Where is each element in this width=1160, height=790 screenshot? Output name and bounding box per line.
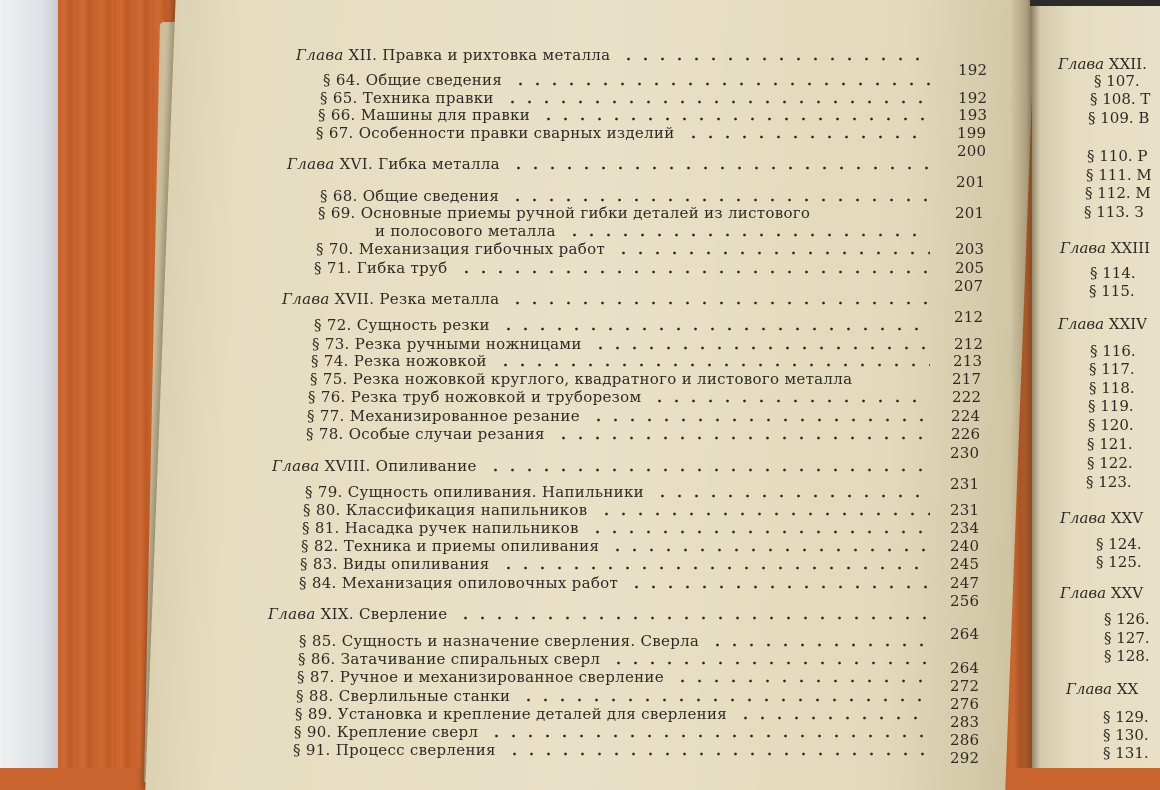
page-number: 231 <box>950 501 980 519</box>
page-number: 264 <box>950 625 980 643</box>
page-number: 222 <box>952 388 982 406</box>
dot-leader <box>510 166 930 170</box>
chapter-number: XVII. <box>329 290 380 308</box>
dot-leader <box>504 100 930 104</box>
dot-leader <box>497 363 930 367</box>
section-title: Основные приемы ручной гибки деталей из листового <box>360 204 811 222</box>
fragment-text: § 109. В <box>1088 109 1150 127</box>
section-number: § 82. <box>301 537 339 555</box>
section-number: § 84. <box>299 574 337 592</box>
fragment-text: § 122. <box>1087 454 1133 472</box>
section-title: Механизация гибочных работ <box>358 240 606 258</box>
section-entry <box>311 353 487 369</box>
page-number: 217 <box>952 370 982 388</box>
section-number: § 71. <box>314 259 352 277</box>
chapter-heading <box>282 291 499 307</box>
section-entry <box>306 426 545 442</box>
section-title: Классификация напильников <box>345 501 588 519</box>
fragment-text: § 110. Р <box>1087 147 1148 165</box>
fragment-text: § 128. <box>1104 647 1150 665</box>
right-section-fragment <box>1096 536 1142 552</box>
section-title: Виды опиливания <box>342 555 490 573</box>
page-number: 234 <box>950 519 980 537</box>
chapter-title: Сверление <box>359 605 448 623</box>
right-section-fragment <box>1103 745 1149 761</box>
dot-leader <box>458 270 930 274</box>
page-number: 231 <box>950 475 980 493</box>
dot-leader <box>709 643 930 647</box>
right-section-fragment <box>1087 436 1133 452</box>
chapter-heading <box>296 47 610 63</box>
chapter-heading <box>272 458 477 474</box>
right-section-fragment <box>1104 648 1150 664</box>
chapter-heading <box>268 606 447 622</box>
chapter-label: Глава <box>1058 315 1105 333</box>
section-title: Резка ножовкой <box>353 352 487 370</box>
chapter-label: Глава <box>296 46 344 64</box>
right-section-fragment <box>1089 283 1135 299</box>
chapter-label: Глава <box>282 290 330 308</box>
chapter-title: Опиливание <box>375 457 477 475</box>
fragment-text: XXII. <box>1108 55 1147 73</box>
section-number: § 66. <box>318 106 356 124</box>
fragment-text: § 120. <box>1088 416 1134 434</box>
chapter-title: Правка и рихтовка металла <box>382 46 611 64</box>
page-number: 283 <box>950 713 980 731</box>
section-number: § 83. <box>300 555 338 573</box>
page-number: 276 <box>950 695 980 713</box>
section-entry <box>318 107 530 123</box>
chapter-label: Глава <box>287 155 335 173</box>
section-number: § 88. <box>296 687 334 705</box>
section-entry <box>320 188 499 204</box>
page-number: 230 <box>950 444 980 462</box>
section-title: Ручное и механизированное сверление <box>339 668 664 686</box>
section-number: § 75. <box>310 370 348 388</box>
right-section-fragment <box>1085 185 1151 201</box>
chapter-label: Глава <box>1060 239 1107 257</box>
page-number: 205 <box>955 259 985 277</box>
chapter-heading <box>287 156 500 172</box>
page-number: 207 <box>954 277 984 295</box>
dot-leader <box>610 661 930 665</box>
right-section-fragment <box>1096 554 1142 570</box>
fragment-text: § 112. М <box>1085 184 1151 202</box>
section-number: § 87. <box>297 668 335 686</box>
dot-leader <box>654 494 930 498</box>
section-entry <box>294 724 478 740</box>
section-entry <box>296 688 510 704</box>
page-number: 203 <box>955 240 985 258</box>
section-number: § 89. <box>295 705 333 723</box>
page-number: 213 <box>953 352 983 370</box>
page-number: 192 <box>958 61 988 79</box>
page-number: 224 <box>951 407 981 425</box>
right-chapter-fragment <box>1058 56 1147 72</box>
fragment-text: § 108. Т <box>1090 90 1151 108</box>
dot-leader <box>609 548 930 552</box>
chapter-number: XVI. <box>334 155 379 173</box>
section-title: Резка труб ножовкой и труборезом <box>350 388 642 406</box>
section-entry <box>310 371 852 387</box>
right-section-fragment <box>1086 474 1132 490</box>
right-section-fragment <box>1104 630 1150 646</box>
fragment-text: § 114. <box>1090 264 1136 282</box>
fragment-text: § 117. <box>1089 360 1135 378</box>
section-entry <box>314 317 490 333</box>
section-number: § 64. <box>323 71 361 89</box>
page-number: 245 <box>950 555 980 573</box>
chapter-label: Глава <box>268 605 316 623</box>
section-title: Процесс сверления <box>335 741 496 759</box>
section-title: и полосового металла <box>375 222 556 240</box>
right-section-fragment <box>1103 727 1149 743</box>
dot-leader <box>615 251 930 255</box>
chapter-title: Гибка металла <box>378 155 500 173</box>
section-entry <box>314 260 448 276</box>
right-section-fragment <box>1088 398 1134 414</box>
section-title: Общие сведения <box>362 187 500 205</box>
right-section-fragment <box>1089 380 1135 396</box>
right-section-fragment <box>1086 167 1152 183</box>
section-number: § 69. <box>318 204 356 222</box>
section-number: § 70. <box>316 240 354 258</box>
right-section-fragment <box>1090 91 1150 107</box>
dot-leader <box>628 585 930 589</box>
section-entry <box>302 520 579 536</box>
dot-leader <box>589 530 930 534</box>
page-number: 212 <box>954 335 984 353</box>
fragment-text: § 127. <box>1104 629 1150 647</box>
section-number: § 73. <box>312 335 350 353</box>
right-chapter-fragment <box>1066 681 1138 697</box>
page-number: 201 <box>955 204 985 222</box>
section-title: Особенности правки сварных изделий <box>358 124 675 142</box>
section-number: § 86. <box>298 650 336 668</box>
right-section-fragment <box>1089 361 1135 377</box>
page-number: 226 <box>951 425 981 443</box>
right-section-fragment <box>1088 110 1149 126</box>
section-entry <box>298 651 600 667</box>
fragment-text: § 118. <box>1089 379 1135 397</box>
right-section-fragment <box>1088 417 1134 433</box>
section-title: Насадка ручек напильников <box>344 519 579 537</box>
dot-leader <box>592 346 930 350</box>
chapter-label: Глава <box>1060 584 1107 602</box>
section-entry <box>299 575 618 591</box>
fragment-text: § 107. <box>1094 72 1140 90</box>
section-number: § 80. <box>303 501 341 519</box>
section-title: Сущность и назначение сверления. Сверла <box>341 632 700 650</box>
page-number: 192 <box>958 89 988 107</box>
section-title: Техника и приемы опиливания <box>343 537 600 555</box>
fragment-text: § 131. <box>1103 744 1149 762</box>
section-number: § 79. <box>305 483 343 501</box>
dot-leader <box>566 233 930 237</box>
fragment-text: § 115. <box>1089 282 1135 300</box>
dot-leader <box>500 327 930 331</box>
section-title: Крепление сверл <box>336 723 479 741</box>
fragment-text: § 119. <box>1088 397 1134 415</box>
right-section-fragment <box>1090 265 1136 281</box>
section-entry <box>293 742 496 758</box>
chapter-label: Глава <box>272 457 320 475</box>
section-continuation <box>375 223 556 239</box>
fragment-text: § 123. <box>1086 473 1132 491</box>
section-title: Машины для правки <box>360 106 531 124</box>
section-number: § 78. <box>306 425 344 443</box>
right-chapter-fragment <box>1060 585 1143 601</box>
section-entry <box>320 90 494 106</box>
section-title: Сущность опиливания. Напильники <box>347 483 644 501</box>
page-number: 201 <box>956 173 986 191</box>
page-number: 247 <box>950 574 980 592</box>
section-number: § 77. <box>307 407 345 425</box>
section-entry <box>316 241 605 257</box>
page-number: 256 <box>950 592 980 610</box>
fragment-text: § 111. М <box>1086 166 1152 184</box>
section-number: § 85. <box>299 632 337 650</box>
fragment-text: § 130. <box>1103 726 1149 744</box>
dot-leader <box>674 679 930 683</box>
section-number: § 90. <box>294 723 332 741</box>
section-number: § 67. <box>316 124 354 142</box>
fragment-text: § 126. <box>1104 610 1150 628</box>
section-number: § 81. <box>302 519 340 537</box>
section-title: Механизация опиловочных работ <box>341 574 619 592</box>
section-number: § 74. <box>311 352 349 370</box>
section-number: § 65. <box>320 89 358 107</box>
section-title: Затачивание спиральных сверл <box>340 650 601 668</box>
fragment-text: § 125. <box>1096 553 1142 571</box>
right-section-fragment <box>1103 709 1149 725</box>
dot-leader <box>512 82 930 86</box>
page-number: 199 <box>957 124 987 142</box>
section-entry <box>308 389 641 405</box>
fragment-text: § 121. <box>1087 435 1133 453</box>
section-entry <box>307 408 580 424</box>
section-title: Механизированное резание <box>349 407 580 425</box>
right-chapter-fragment <box>1058 316 1147 332</box>
section-title: Сущность резки <box>356 316 490 334</box>
dot-leader <box>651 399 930 403</box>
dot-leader <box>590 418 930 422</box>
right-section-fragment <box>1084 204 1144 220</box>
page-number: 292 <box>950 749 980 767</box>
section-number: § 72. <box>314 316 352 334</box>
chapter-number: XII. <box>343 46 383 64</box>
section-title: Резка ручными ножницами <box>354 335 582 353</box>
dot-leader <box>506 752 930 756</box>
dot-leader <box>487 468 930 472</box>
right-section-fragment <box>1090 343 1136 359</box>
dot-leader <box>598 512 931 516</box>
fragment-text: XXV <box>1110 584 1144 602</box>
chapter-label: Глава <box>1060 509 1107 527</box>
chapter-number: XVIII. <box>319 457 376 475</box>
section-title: Резка ножовкой круглого, квадратного и листового металла <box>352 370 853 388</box>
section-entry <box>305 484 644 500</box>
section-entry <box>323 72 502 88</box>
section-entry <box>299 633 699 649</box>
page-number: 212 <box>954 308 984 326</box>
fragment-text: § 116. <box>1090 342 1136 360</box>
fragment-text: § 124. <box>1096 535 1142 553</box>
chapter-number: XIX. <box>315 605 359 623</box>
page-number: 264 <box>950 659 980 677</box>
section-entry <box>303 502 588 518</box>
fragment-text: XXIII <box>1110 239 1151 257</box>
dot-leader <box>685 135 930 139</box>
section-entry <box>312 336 582 352</box>
page-number: 200 <box>957 142 987 160</box>
section-number: § 68. <box>320 187 358 205</box>
fragment-text: § 129. <box>1103 708 1149 726</box>
chapter-label: Глава <box>1066 680 1113 698</box>
page-number: 286 <box>950 731 980 749</box>
dot-leader <box>509 198 930 202</box>
section-entry <box>295 706 727 722</box>
dot-leader <box>457 616 930 620</box>
dot-leader <box>488 734 930 738</box>
dot-leader <box>500 566 930 570</box>
dot-leader <box>620 57 930 61</box>
page-number: 272 <box>950 677 980 695</box>
section-number: § 76. <box>308 388 346 406</box>
fragment-text: § 113. З <box>1084 203 1144 221</box>
fragment-text: XXIV <box>1108 315 1148 333</box>
section-title: Установка и крепление деталей для сверления <box>337 705 728 723</box>
section-entry <box>316 125 675 141</box>
dot-leader <box>737 716 930 720</box>
section-entry <box>297 669 664 685</box>
right-chapter-fragment <box>1060 240 1150 256</box>
dot-leader <box>540 117 930 121</box>
section-entry <box>301 538 599 554</box>
right-section-fragment <box>1104 611 1150 627</box>
right-section-fragment <box>1087 455 1133 471</box>
dot-leader <box>509 301 930 305</box>
page-number: 193 <box>958 106 988 124</box>
chapter-title: Резка металла <box>379 290 500 308</box>
fragment-text: XX <box>1116 680 1139 698</box>
section-title: Техника правки <box>362 89 494 107</box>
section-title: Общие сведения <box>365 71 503 89</box>
section-number: § 91. <box>293 741 331 759</box>
page-number: 240 <box>950 537 980 555</box>
dot-leader <box>555 436 930 440</box>
right-chapter-fragment <box>1060 510 1143 526</box>
section-entry <box>318 205 810 221</box>
section-title: Сверлильные станки <box>338 687 511 705</box>
section-title: Гибка труб <box>356 259 448 277</box>
right-section-fragment <box>1094 73 1140 89</box>
fragment-text: XXV <box>1110 509 1144 527</box>
section-title: Особые случаи резания <box>348 425 545 443</box>
right-section-fragment <box>1087 148 1148 164</box>
dot-leader <box>520 698 930 702</box>
chapter-label: Глава <box>1058 55 1105 73</box>
section-entry <box>300 556 490 572</box>
